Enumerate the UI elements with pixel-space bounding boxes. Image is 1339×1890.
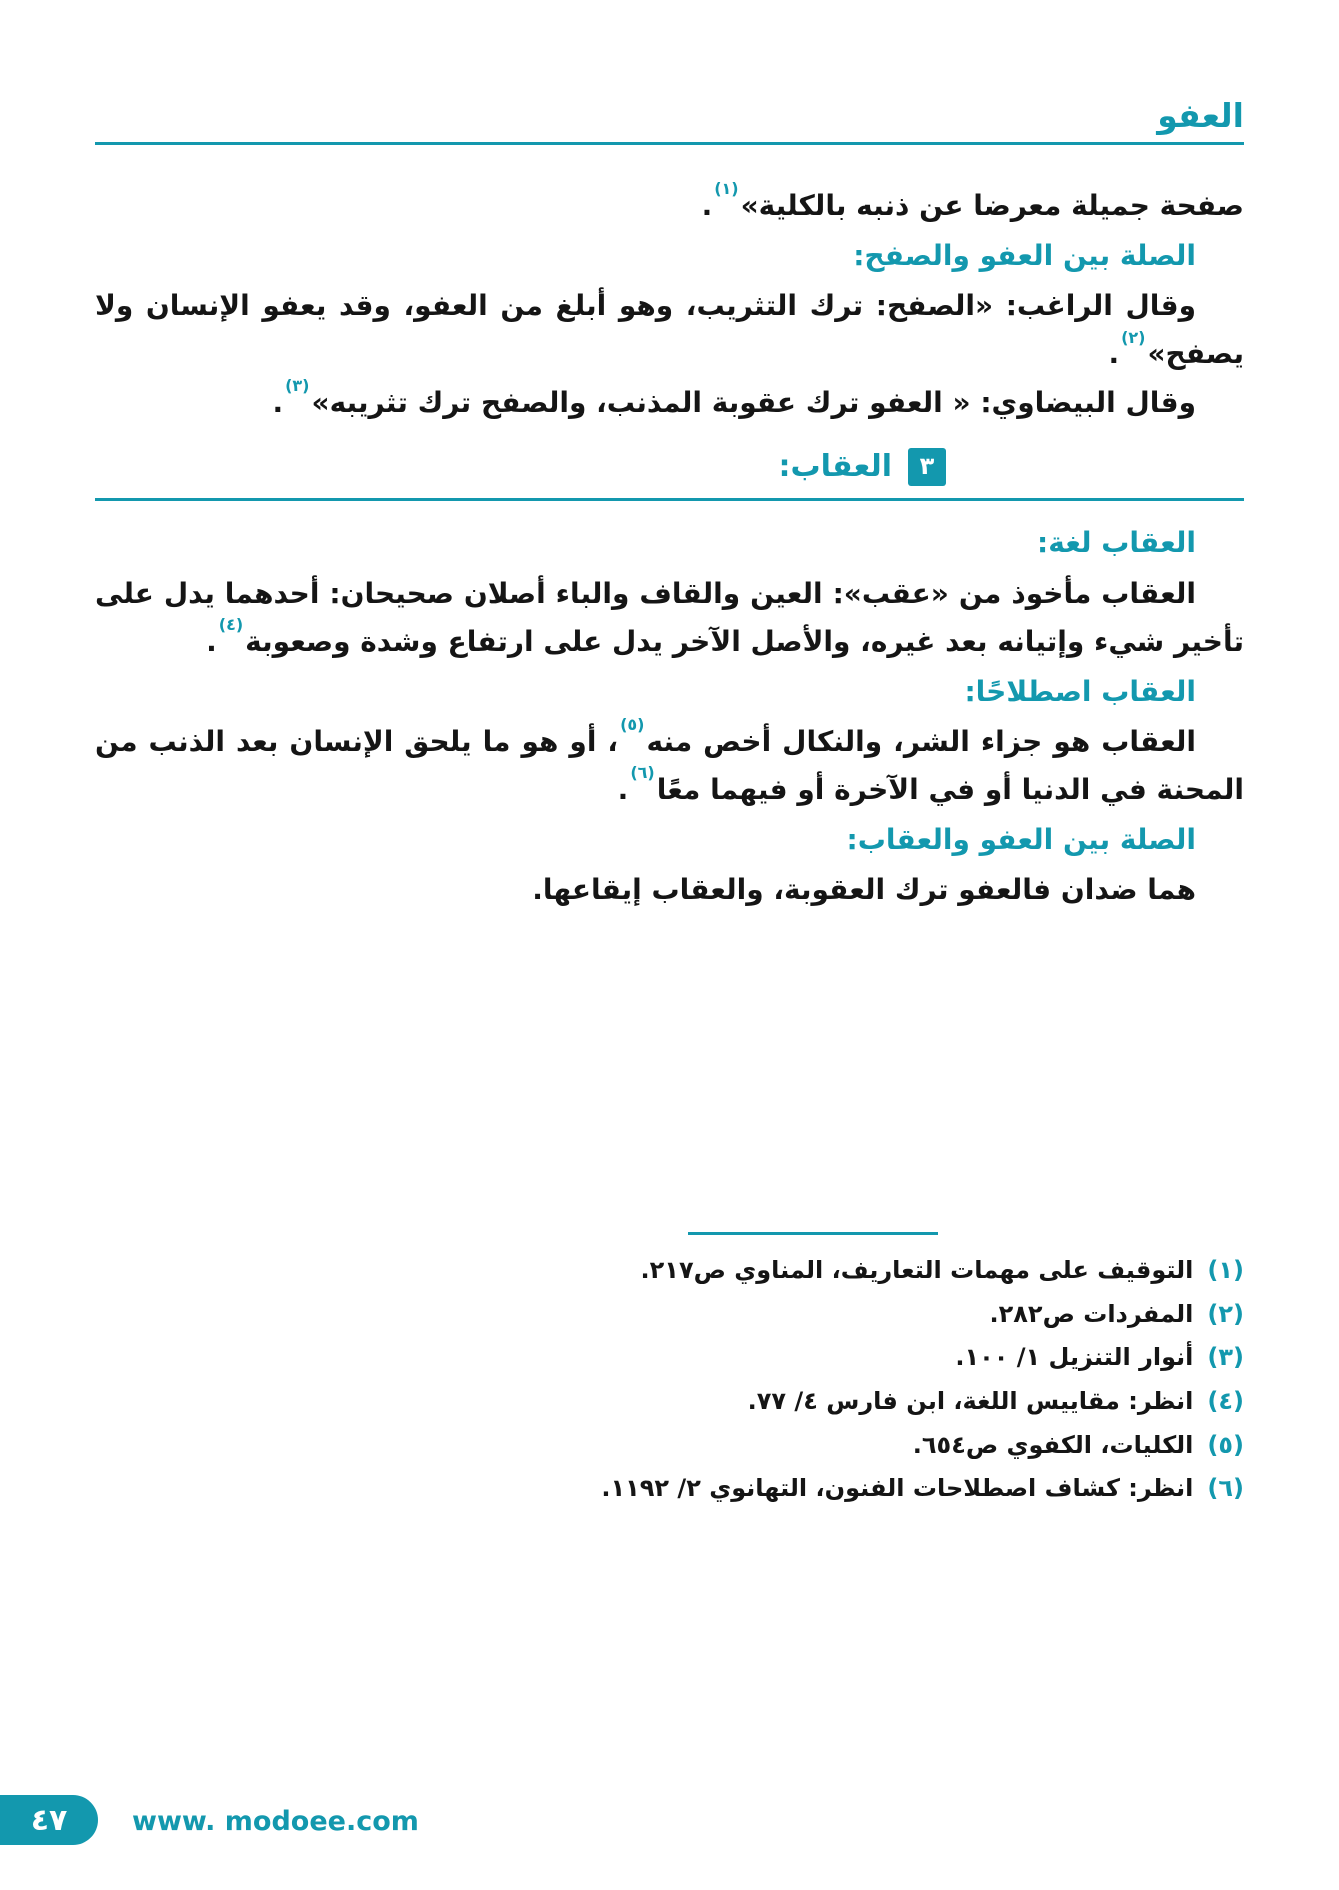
section-header-iqab <box>95 441 1244 493</box>
footnote-number: (١) <box>1207 1256 1244 1284</box>
footnote-item <box>95 1249 1244 1293</box>
page-number: ٤٧ <box>30 1802 68 1838</box>
footnote-text: أنوار التنزيل ١/ ١٠٠. <box>955 1343 1194 1372</box>
footnote-item <box>95 1336 1244 1380</box>
paragraph-quote-continuation <box>95 179 1244 230</box>
heading-iqab-istilah: العقاب اصطلاحًا: <box>964 674 1196 708</box>
footnote-ref-1: (١) <box>714 179 739 199</box>
footnote-separator-rule <box>688 1232 938 1235</box>
page-number-badge <box>0 1795 98 1845</box>
section-title: العقاب: <box>778 448 892 484</box>
footnote-ref-5: (٥) <box>620 715 645 735</box>
footnote-number: (٦) <box>1207 1474 1244 1503</box>
section-number-badge <box>908 448 946 486</box>
paragraph-text: ، أو هو ما يلحق الإنسان بعد الذنب من المحنة في الدنيا أو في الآخرة أو فيهما معًا <box>95 725 1244 807</box>
website-url: www. modoee.com <box>132 1806 419 1837</box>
heading-iqab-lugha: العقاب لغة: <box>1037 526 1196 560</box>
paragraph-raghib-quote <box>95 282 1244 378</box>
heading-afw-iqab-relation: الصلة بين العفو والعقاب: <box>846 823 1196 857</box>
section-divider-rule <box>95 498 1244 501</box>
paragraph-text: وقال الراغب: «الصفح: ترك التثريب، وهو أبلغ من العفو، وقد يعفو الإنسان ولا يصفح» <box>95 289 1244 371</box>
period: . <box>1108 337 1120 371</box>
footnote-item <box>95 1293 1244 1337</box>
footnote-ref-2: (٢) <box>1121 327 1146 347</box>
footnotes-section <box>95 1232 1244 1511</box>
period: . <box>701 189 713 222</box>
footnote-ref-6: (٦) <box>630 763 655 783</box>
paragraph-text: صفحة جميلة معرضا عن ذنبه بالكلية» <box>740 189 1244 222</box>
footnote-number: (٢) <box>1207 1299 1244 1328</box>
footnote-text: انظر: مقاييس اللغة، ابن فارس ٤/ ٧٧. <box>747 1387 1194 1416</box>
period: . <box>272 385 284 419</box>
paragraph-baydawi-quote <box>95 375 1244 427</box>
paragraph-text: العقاب مأخوذ من «عقب»: العين والقاف والباء أصلان صحيحان: أحدهما يدل على تأخير شيء وإتيانه بعد غيره، والأصل الآخر يدل على ارتفاع وشدة وصعوبة <box>95 576 1244 658</box>
footnote-ref-3: (٣) <box>285 375 310 395</box>
paragraph-text: وقال البيضاوي: « العفو ترك عقوبة المذنب، والصفح ترك تثريبه» <box>311 385 1196 419</box>
period: . <box>617 773 629 807</box>
paragraph-text: هما ضدان فالعفو ترك العقوبة، والعقاب إيقاعها. <box>532 873 1196 907</box>
period: . <box>206 624 217 658</box>
footnote-number: (٣) <box>1207 1343 1244 1372</box>
heading-afw-safh-relation: الصلة بين العفو والصفح: <box>853 239 1196 273</box>
footnote-number: (٤) <box>1207 1387 1244 1416</box>
footnote-ref-4: (٤) <box>218 614 244 634</box>
page-header <box>95 96 1244 145</box>
chapter-title: العفو <box>1157 96 1244 135</box>
paragraph-text: العقاب هو جزاء الشر، والنكال أخص منه <box>646 725 1196 758</box>
footnote-text: التوقيف على مهمات التعاريف، المناوي ص٢١٧. <box>640 1256 1194 1284</box>
footnote-text: الكليات، الكفوي ص٦٥٤. <box>912 1430 1194 1459</box>
footnote-text: المفردات ص٢٨٢. <box>989 1299 1194 1328</box>
footnote-text: انظر: كشاف اصطلاحات الفنون، التهانوي ٢/ ١١٩٢. <box>601 1474 1194 1503</box>
footnote-number: (٥) <box>1207 1430 1244 1459</box>
footnote-item <box>95 1424 1244 1468</box>
section-number: ٣ <box>919 451 935 480</box>
paragraph-iqab-etymology <box>95 570 1244 666</box>
footnote-item <box>95 1380 1244 1424</box>
paragraph-contrast <box>95 866 1244 914</box>
page-content <box>95 179 1244 915</box>
footnote-item <box>95 1467 1244 1511</box>
paragraph-iqab-definition <box>95 715 1244 814</box>
